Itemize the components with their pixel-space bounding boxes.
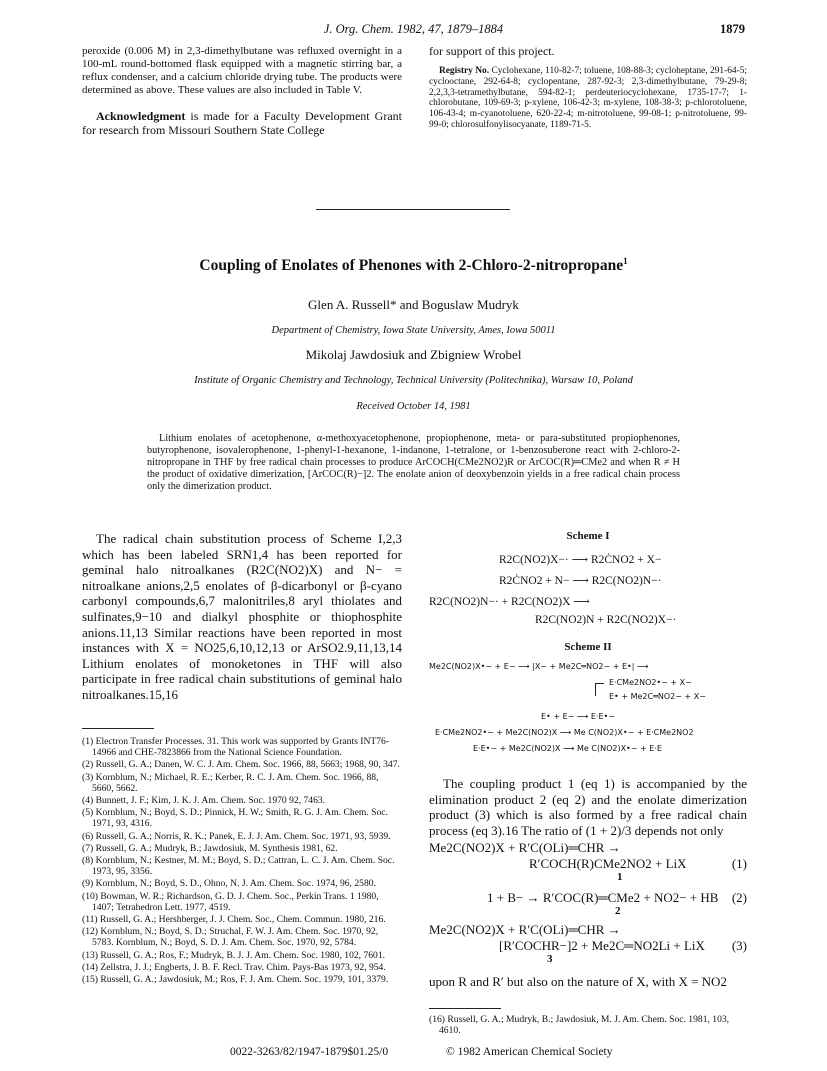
footnote-item: (4) Bunnett, J. F.; Kim, J. K. J. Am. Chem. Soc. 1970 92, 7463. — [82, 795, 326, 807]
eq-3-compound-label: 3 — [547, 953, 553, 966]
intro-paragraph: The radical chain substitution process of Scheme I,2,3 which has been labeled SRN1,4 has been reported for geminal halo nitroalkanes (R2C(NO2)X) and N− = nitroalkane anions,2,5 enolates of β-dicarbonyl or β-cyano carbonyl compounds,6,7 malonitriles,8 aryl thiolates and sulfinates,9−10 and dialkyl phosphite or thiophosphite anions.11,13 Similar reactions have been reported in most instances with X = NO25,6,10,12,13 or ArSO2.9,11,13,14 Lithium enolates of monoketones in THF will also participate in free radical chain substitutions of geminal halo nitroalkanes.15,16 — [82, 531, 402, 702]
affiliation-1: Department of Chemistry, Iowa State University, Ames, Iowa 50011 — [271, 325, 556, 336]
eq-3-line-b: [R′COCHR−]2 + Me2C═NO2Li + LiX — [499, 938, 705, 954]
eq-1-line-a: Me2C(NO2)X + R′C(OLi)═CHR → — [429, 840, 621, 856]
eq-2: 1 + B− → R′COC(R)═CMe2 + NO2− + HB — [487, 890, 719, 906]
scheme-2-line-4: E• + E− ⟶ E·E•− — [541, 712, 615, 721]
top-right-column — [429, 45, 747, 131]
scheme-1-step-3b: R2C(NO2)N + R2C(NO2)X−· — [535, 614, 677, 626]
registry-numbers — [429, 66, 747, 131]
footnote-item: (13) Russell, G. A.; Ros, F.; Mudryk, B. J. J. Am. Chem. Soc. 1980, 102, 7601. — [82, 949, 386, 961]
eq-1-number: (1) — [731, 856, 747, 872]
footnote-divider-left — [82, 728, 154, 729]
scheme-2-line-2: E·CMe2NO2•− + X− — [609, 678, 692, 687]
abstract-text: Lithium enolates of acetophenone, α-methoxyacetophenone, propiophenone, meta- or para-substituted propiophenones, butyrophenone, isovalerophenone, 1-phenyl-1-hexanone, 1-indanone, 1-tetralone, or 1-benzosuberone react with 2-chloro-2-nitropropane in THF by free radical chain processes to produce ArCOCH(CMe2NO2)R or ArCOC(R)═CMe2 and when R ≠ H the product of oxidative dimerization, [ArCOC(R)−]2. The enolate anion of deoxybenzoin yields in a free radical chain process only the dimerization product. — [147, 433, 680, 493]
scheme-1-step-2: R2ĊNO2 + N− ⟶ R2C(NO2)N−· — [499, 575, 662, 587]
scheme-2-title: Scheme II — [564, 641, 612, 653]
section-divider — [316, 209, 510, 210]
scheme-2-line-3: E• + Me2C═NO2− + X− — [609, 692, 706, 701]
continuation-line: upon R and R′ but also on the nature of X, with X = NO2 — [429, 974, 727, 990]
eq-2-compound-label: 2 — [615, 905, 621, 918]
received-date: Received October 14, 1981 — [356, 401, 471, 412]
footnote-item: (2) Russell, G. A.; Danen, W. C. J. Am. Chem. Soc. 1966, 88, 5663; 1968, 90, 347. — [82, 759, 400, 771]
eq-1-line-b: R′COCH(R)CMe2NO2 + LiX — [529, 856, 687, 872]
footnote-item: (6) Russell, G. A.; Norris, R. K.; Panek, E. J. J. Am. Chem. Soc. 1971, 93, 5939. — [82, 830, 391, 842]
footnote-item: (15) Russell, G. A.; Jawdosiuk, M.; Ros, F. J. Am. Chem. Soc. 1979, 101, 3379. — [82, 974, 389, 986]
footnote-divider-right — [429, 1008, 501, 1009]
body-left-column — [82, 531, 402, 703]
footnote-item: (12) Kornblum, N.; Boyd, S. D.; Struchal, F. W. J. Am. Chem. Soc. 1970, 92, 5783. Kornblum, N.; Boyd, S. D. J. Am. Chem. Soc. 1970, 92, 5784. — [82, 926, 379, 949]
scheme-1-title: Scheme I — [566, 530, 610, 542]
eq-2-number: (2) — [731, 890, 747, 906]
registry-text: Cyclohexane, 110-82-7; toluene, 108-88-3; cycloheptane, 291-64-5; cyclooctane, 292-64-8; cyclopentane, 287-92-3; 2,3-dimethylbutane, 79-29-8; 2,2,3,3-tetramethylbutane, 594-82-1; perdeuteriocyclohexane, 1735-17-7; 1-chlorobutane, 109-69-3; p-xylene, 106-42-3; m-xylene, 108-38-3; p-chlorotoluene, 106-43-4; m-cyanotoluene, 620-22-4; m-nitrotoluene, 99-08-1; p-nitrotoluene, 99-99-0; chlorosulfonylisocyanate, 1189-71-5. — [429, 66, 748, 130]
footnote-item: (9) Kornblum, N.; Boyd, S. D., Ohno, N. J. Am. Chem. Soc. 1974, 96, 2580. — [82, 878, 376, 890]
registry-label: Registry No. — [439, 66, 490, 76]
scheme-2 — [429, 656, 747, 776]
footnote-item: (14) Zellstra, J. J.; Engberts, J. B. F. Recl. Trav. Chim. Pays-Bas 1973, 92, 954. — [82, 961, 386, 973]
footnotes-left — [82, 736, 402, 986]
scheme-1-step-3a: R2C(NO2)N−· + R2C(NO2)X ⟶ — [429, 596, 590, 608]
footnote-16: (16) Russell, G. A.; Mudryk, B.; Jawdosiuk, M. J. Am. Chem. Soc. 1981, 103, 4610. — [429, 1014, 730, 1037]
footnote-item: (5) Kornblum, N.; Boyd, S. D.; Pinnick, H. W.; Smith, R. G. J. Am. Chem. Soc. 1971, 93, 4316. — [82, 807, 388, 830]
title-text: Coupling of Enolates of Phenones with 2-Chloro-2-nitropropane — [199, 257, 624, 275]
eq-1-compound-label: 1 — [617, 871, 623, 884]
acknowledgment — [82, 109, 402, 137]
acknowledgment-text: is made for a Faculty Development Grant for research from Missouri Southern State College — [82, 109, 402, 137]
eq-3-line-a: Me2C(NO2)X + R′C(OLi)═CHR → — [429, 922, 621, 938]
footnote-item: (3) Kornblum, N.; Michael, R. E.; Kerber, R. C. J. Am. Chem. Soc. 1966, 88, 5660, 5662. — [82, 771, 379, 794]
affiliation-2: Institute of Organic Chemistry and Technology, Technical University (Politechnika), Warsaw 10, Poland — [194, 375, 633, 386]
footnote-item: (7) Russell, G. A.; Mudryk, B.; Jawdosiuk, M. Synthesis 1981, 62. — [82, 842, 338, 854]
footnote-item: (1) Electron Transfer Processes. 31. This work was supported by Grants INT76-14966 and CHE-7823866 from the National Science Foundation. — [82, 736, 390, 759]
scheme-2-line-6: E·E•− + Me2C(NO2)X ⟶ Me C(NO2)X•− + E·E — [473, 744, 662, 753]
scheme-2-line-1: Me2C(NO2)X•− + E− ⟶ |X− + Me2C═NO2− + E•| ⟶ — [429, 662, 649, 671]
equations — [429, 840, 747, 990]
footer-copyright: © 1982 American Chemical Society — [446, 1046, 613, 1058]
footnote-item: (11) Russell, G. A.; Hershberger, J. J. Chem. Soc., Chem. Commun. 1980, 216. — [82, 914, 386, 926]
acknowledgment-label: Acknowledgment — [96, 109, 186, 123]
authors-group-1: Glen A. Russell* and Boguslaw Mudryk — [308, 297, 519, 312]
scheme-2-branch-bracket — [595, 683, 604, 696]
scheme-1-step-1: R2C(NO2)X−· ⟶ R2ĊNO2 + X− — [499, 554, 662, 566]
scheme-1 — [429, 546, 747, 656]
experimental-paragraph: peroxide (0.006 M) in 2,3-dimethylbutane was refluxed overnight in a 100-mL round-bottomed flask equipped with a magnetic stirring bar, a reflux condenser, and a calcium chloride drying tube. The products were determined as above. These values are also included in Table V. — [82, 45, 402, 96]
top-left-column — [82, 45, 402, 137]
scheme-2-line-5: E·CMe2NO2•− + Me2C(NO2)X ⟶ Me C(NO2)X•− + E·CMe2NO2 — [435, 728, 694, 737]
acknowledgment-continued: for support of this project. — [429, 44, 555, 58]
footnote-item: (8) Kornblum, N.; Kestner, M. M.; Boyd, S. D.; Cattran, L. C. J. Am. Chem. Soc. 1973, 95, 3356. — [82, 855, 395, 878]
eq-3-number: (3) — [731, 938, 747, 954]
running-header: J. Org. Chem. 1982, 47, 1879–1884 — [323, 22, 504, 36]
title-footnote-ref: 1 — [623, 256, 628, 266]
article-title — [60, 256, 767, 275]
body-right-column — [429, 776, 747, 990]
footer-code: 0022-3263/82/1947-1879$01.25/0 — [230, 1046, 389, 1058]
authors-group-2: Mikolaj Jawdosiuk and Zbigniew Wrobel — [305, 347, 522, 362]
abstract — [147, 433, 680, 493]
page-number: 1879 — [720, 22, 745, 36]
footnote-item: (10) Bowman, W. R.; Richardson, G. D. J. Chem. Soc., Perkin Trans. 1 1980, 1407; Tetrahedron Lett. 1977, 4519. — [82, 890, 379, 913]
coupling-paragraph: The coupling product 1 (eq 1) is accompanied by the elimination product 2 (eq 2) and the enolate dimerization product (3) which is also formed by a free radical chain process (eq 3).16 The ratio of (1 + 2)/3 depends not only — [429, 776, 747, 838]
